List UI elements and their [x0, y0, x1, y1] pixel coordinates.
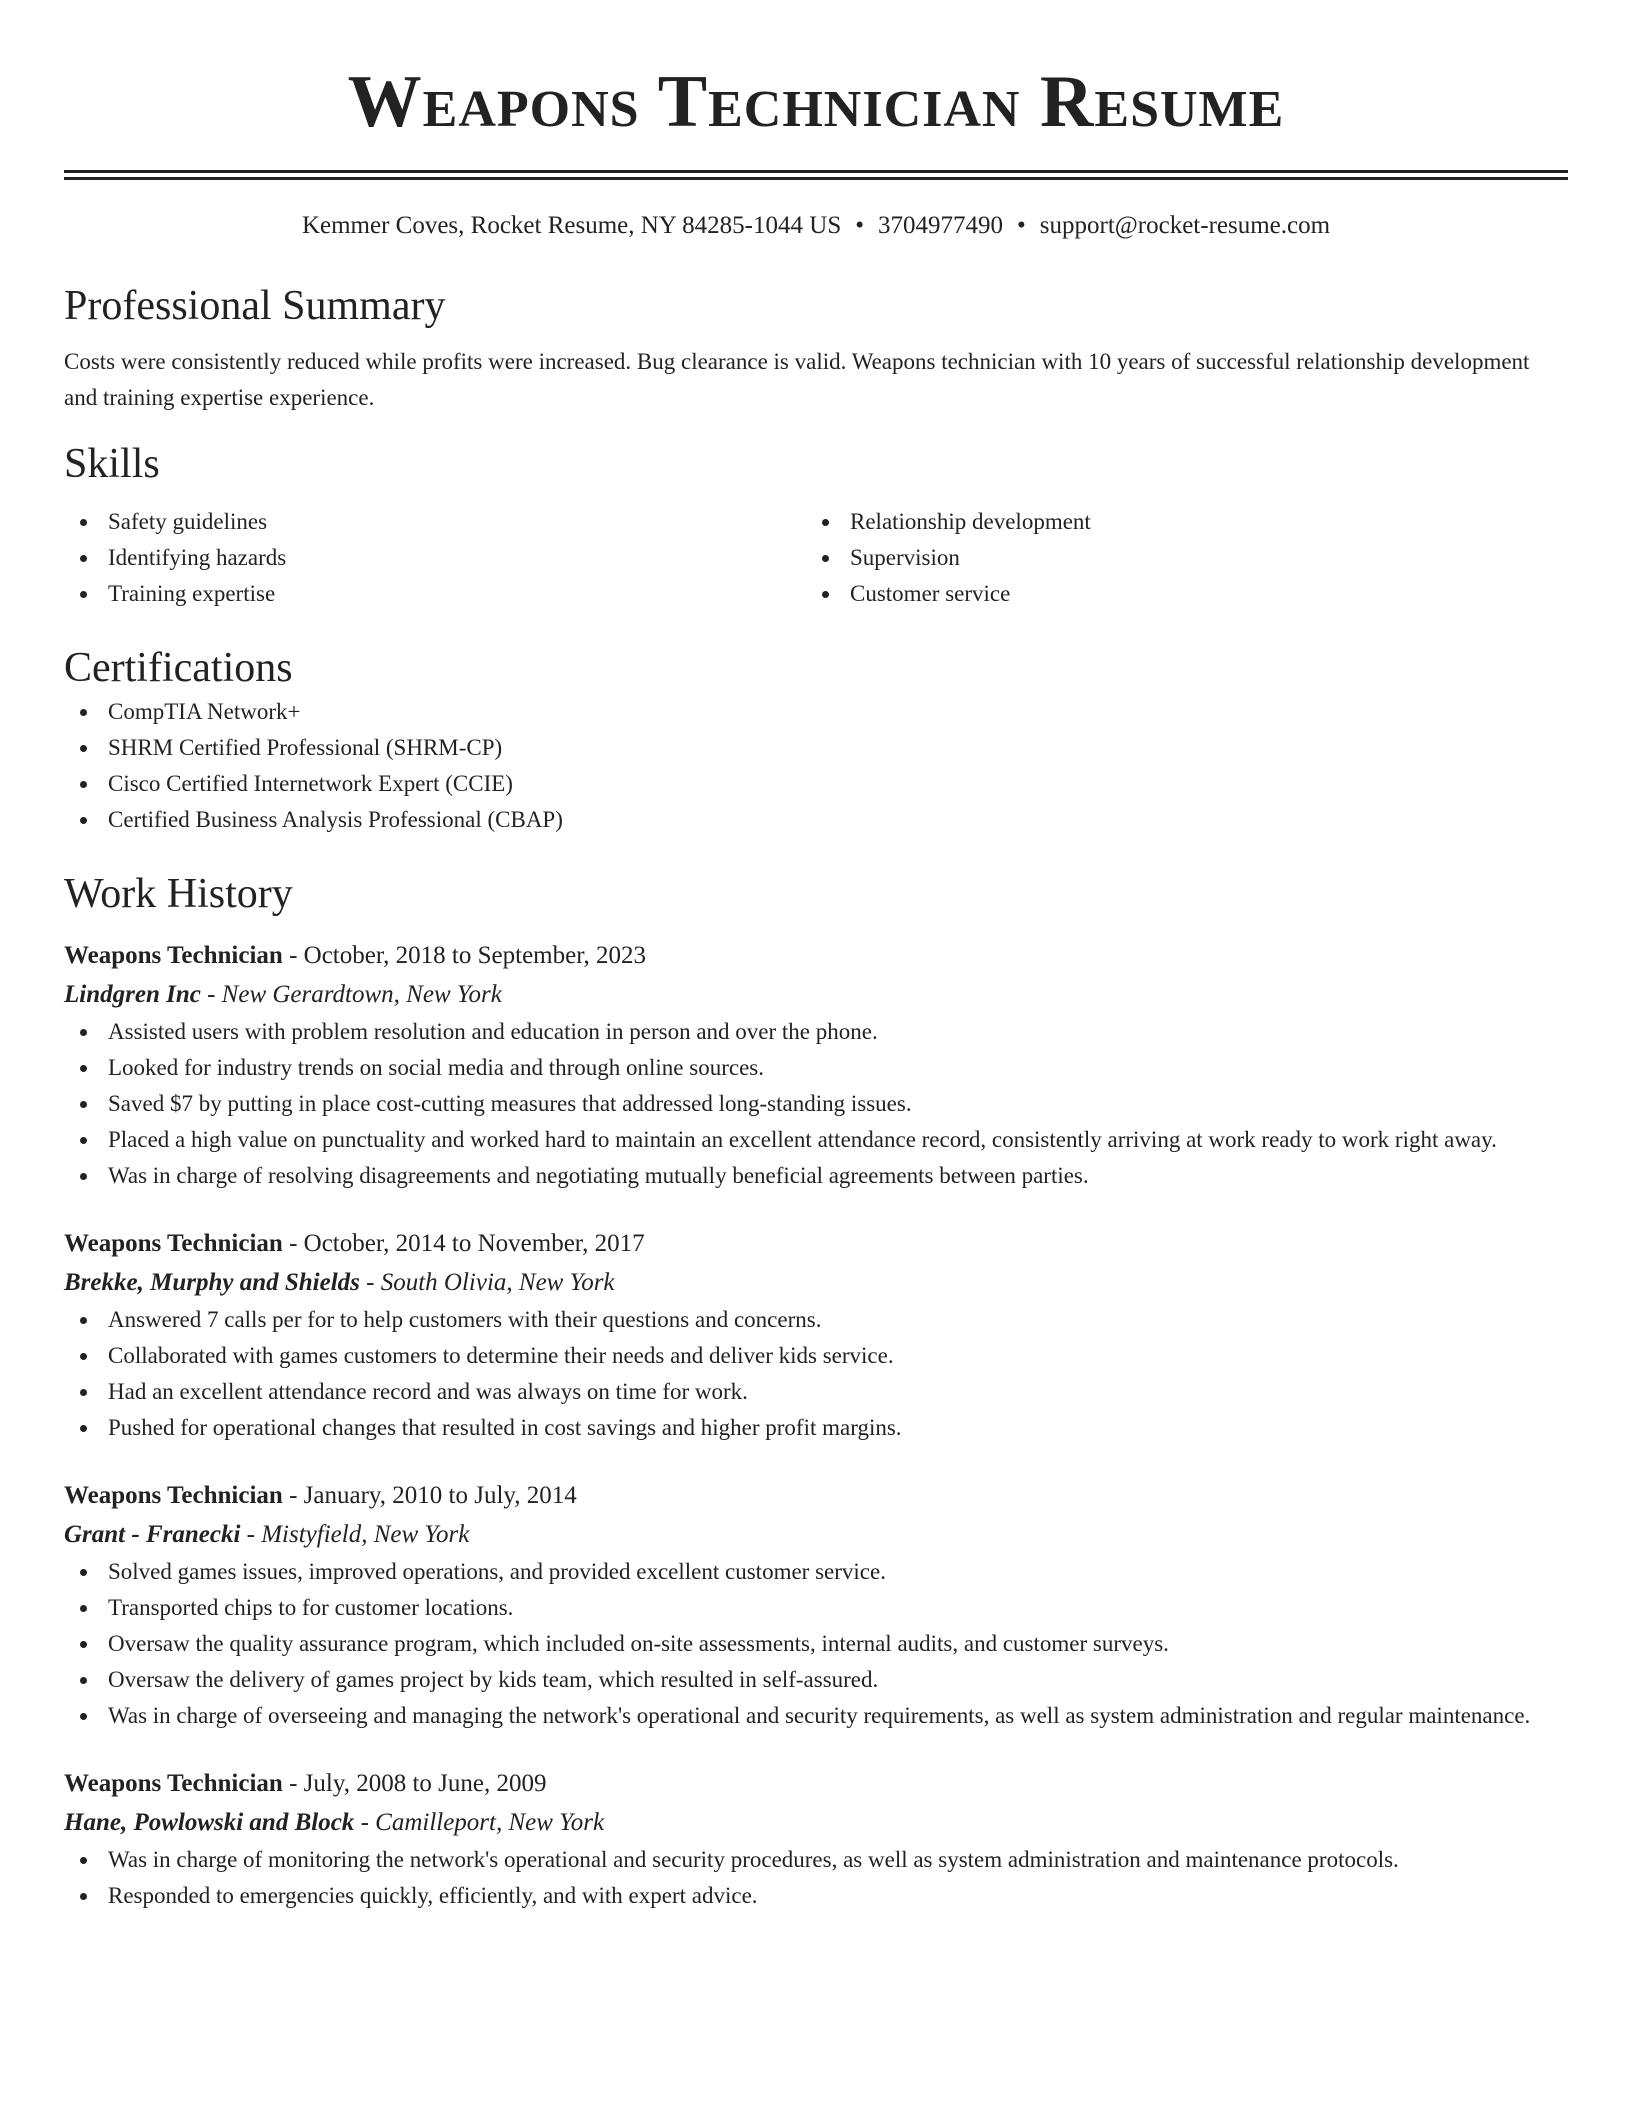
company-location: Mistyfield, New York: [261, 1521, 470, 1548]
job-title: Weapons Technician: [64, 1482, 283, 1509]
job-entry: [64, 1224, 1568, 1446]
job-dash: -: [282, 1482, 304, 1509]
job-bullet: Pushed for operational changes that resulted in cost savings and higher profit margins.: [64, 1410, 1568, 1446]
job-dash: -: [282, 1770, 304, 1797]
job-bullets: [64, 1554, 1568, 1734]
skills-column-right: [806, 504, 1548, 612]
job-bullets: [64, 1014, 1568, 1194]
summary-heading: Professional Summary: [64, 283, 446, 329]
company-location: New Gerardtown, New York: [221, 981, 502, 1008]
skill-item: Training expertise: [64, 576, 806, 612]
work-history-heading: Work History: [64, 871, 293, 917]
company-name: Lindgren Inc: [64, 981, 201, 1008]
job-bullet: Oversaw the delivery of games project by kids team, which resulted in self-assured.: [64, 1662, 1568, 1698]
skills-grid: [64, 504, 1568, 612]
certification-item: Certified Business Analysis Professional (CBAP): [64, 802, 1568, 838]
job-bullet: Placed a high value on punctuality and worked hard to maintain an excellent attendance record, consistently arriving at work ready to work right away.: [64, 1122, 1568, 1158]
certification-item: CompTIA Network+: [64, 694, 1568, 730]
job-bullet: Was in charge of resolving disagreements and negotiating mutually beneficial agreements between parties.: [64, 1158, 1568, 1194]
job-bullet: Transported chips to for customer locations.: [64, 1590, 1568, 1626]
company-dash: -: [200, 981, 222, 1008]
skill-item: Identifying hazards: [64, 540, 806, 576]
job-dash: -: [282, 942, 304, 969]
company-name: Brekke, Murphy and Shields: [64, 1269, 360, 1296]
company-line: [64, 1516, 1568, 1554]
job-bullet: Looked for industry trends on social media and through online sources.: [64, 1050, 1568, 1086]
job-entry: [64, 936, 1568, 1194]
job-bullet: Saved $7 by putting in place cost-cutting measures that addressed long-standing issues.: [64, 1086, 1568, 1122]
job-header: [64, 936, 1568, 976]
job-dates: July, 2008 to June, 2009: [303, 1770, 547, 1797]
job-header: [64, 1224, 1568, 1264]
certification-item: SHRM Certified Professional (SHRM-CP): [64, 730, 1568, 766]
job-bullet: Was in charge of overseeing and managing the network's operational and security requirements, as well as system administration and regular maintenance.: [64, 1698, 1568, 1734]
job-dates: October, 2018 to September, 2023: [303, 942, 647, 969]
summary-text: Costs were consistently reduced while profits were increased. Bug clearance is valid. Weapons technician with 10 years of successful relationship development and training expertise experience.: [64, 349, 1530, 410]
contact-email: support@rocket-resume.com: [1039, 212, 1331, 239]
contact-line: [64, 210, 1568, 242]
certification-item: Cisco Certified Internetwork Expert (CCIE): [64, 766, 1568, 802]
skill-item: Safety guidelines: [64, 504, 806, 540]
certifications-heading: Certifications: [64, 645, 293, 691]
company-name: Hane, Powlowski and Block: [64, 1809, 355, 1836]
work-history-list: [64, 936, 1568, 1914]
company-name: Grant - Franecki: [64, 1521, 241, 1548]
job-dash: -: [282, 1230, 304, 1257]
page-title: Weapons Technician Resume: [347, 61, 1285, 143]
job-title: Weapons Technician: [64, 1770, 283, 1797]
job-bullet: Assisted users with problem resolution and education in person and over the phone.: [64, 1014, 1568, 1050]
company-line: [64, 1804, 1568, 1842]
skills-heading: Skills: [64, 441, 160, 487]
contact-address: Kemmer Coves, Rocket Resume, NY 84285-1044 US: [301, 212, 842, 239]
job-bullet: Solved games issues, improved operations, and provided excellent customer service.: [64, 1554, 1568, 1590]
job-bullet: Responded to emergencies quickly, efficiently, and with expert advice.: [64, 1878, 1568, 1914]
company-location: Camilleport, New York: [375, 1809, 605, 1836]
job-dates: October, 2014 to November, 2017: [303, 1230, 645, 1257]
skill-item: Relationship development: [806, 504, 1548, 540]
job-bullet: Answered 7 calls per for to help customers with their questions and concerns.: [64, 1302, 1568, 1338]
company-location: South Olivia, New York: [380, 1269, 615, 1296]
contact-phone: 3704977490: [878, 212, 1003, 239]
skills-list-left: [64, 504, 806, 612]
company-line: [64, 1264, 1568, 1302]
skill-item: Supervision: [806, 540, 1548, 576]
job-bullet: Was in charge of monitoring the network's operational and security procedures, as well as system administration and maintenance protocols.: [64, 1842, 1568, 1878]
company-dash: -: [240, 1521, 262, 1548]
company-line: [64, 976, 1568, 1014]
company-dash: -: [354, 1809, 376, 1836]
company-dash: -: [359, 1269, 381, 1296]
job-bullets: [64, 1302, 1568, 1446]
skill-item: Customer service: [806, 576, 1548, 612]
certifications-list: [64, 694, 1568, 838]
job-dates: January, 2010 to July, 2014: [303, 1482, 577, 1509]
skills-list-right: [806, 504, 1548, 612]
skills-column-left: [64, 504, 806, 612]
job-header: [64, 1476, 1568, 1516]
job-bullet: Collaborated with games customers to determine their needs and deliver kids service.: [64, 1338, 1568, 1374]
contact-separator: •: [1017, 212, 1026, 239]
contact-separator: •: [855, 212, 864, 239]
job-bullets: [64, 1842, 1568, 1914]
job-entry: [64, 1764, 1568, 1914]
job-bullet: Had an excellent attendance record and was always on time for work.: [64, 1374, 1568, 1410]
job-entry: [64, 1476, 1568, 1734]
job-title: Weapons Technician: [64, 942, 283, 969]
job-bullet: Oversaw the quality assurance program, which included on-site assessments, internal audits, and customer surveys.: [64, 1626, 1568, 1662]
job-title: Weapons Technician: [64, 1230, 283, 1257]
job-header: [64, 1764, 1568, 1804]
title-double-rule: [64, 170, 1568, 180]
